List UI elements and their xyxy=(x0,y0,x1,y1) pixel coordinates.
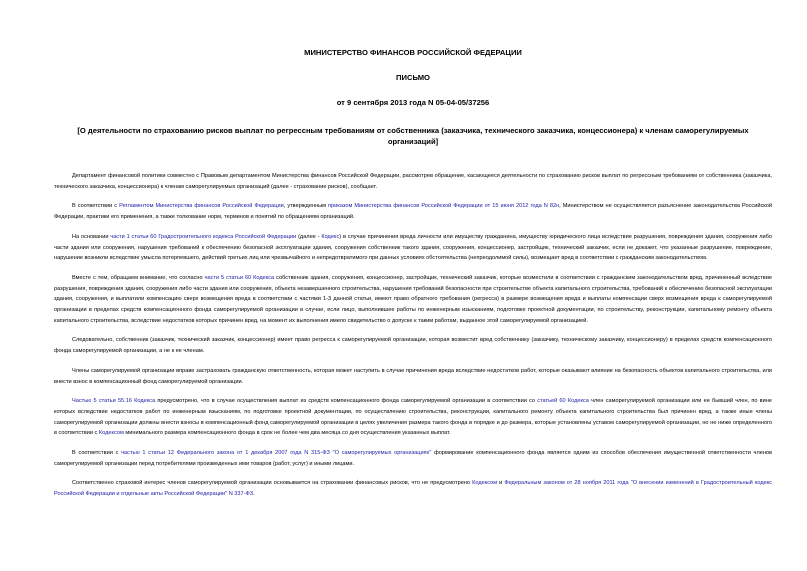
paragraph-conclusion xyxy=(54,478,772,499)
document-page xyxy=(54,0,772,500)
link-article-60-part-5[interactable]: части 5 статьи 60 Кодекса xyxy=(204,274,275,281)
document-date-number: от 9 сентября 2013 года N 05-04-05/37256 xyxy=(336,98,490,107)
ministry-heading: МИНИСТЕРСТВО ФИНАНСОВ РОССИЙСКОЙ ФЕДЕРАЦИИ xyxy=(304,48,522,57)
paragraph-regress xyxy=(54,273,772,327)
text-span: В соответствии с xyxy=(72,450,122,457)
document-type: ПИСЬМО xyxy=(396,73,430,82)
paragraph-members-insurance: Члены саморегулируемой организации вправе застраховать гражданскую ответственность, которая может наступить в случае причинения вреда вследствие недостатков работ, которые оказывают влияние на безопасность объектов капитального строительства, или внести взнос в компенсационный фонд саморегулируемой организации. xyxy=(54,367,772,385)
text-span: формирование компенсационного фонда является одним из способов обеспечения имущественной ответственности членов саморегулируемой организации перед потребителями произведенных ими товаров (работ, услуг) и иными лицами. xyxy=(54,450,773,467)
paragraph-article-60 xyxy=(54,232,772,264)
link-article-60-part-1[interactable]: части 1 статьи 60 Градостроительного кодекса Российской Федерации xyxy=(110,233,297,240)
text-span: ) в случае причинения вреда личности или имуществу гражданина, имуществу юридического лица вследствие разрушения, повреждения здания, сооружения либо части здания или сооружения, нарушения требований к обеспечению безопасной эксплуатации здания, сооружения собственник такого здания, сооружения, концессионер, застройщик, технический заказчик, если не докажет, что указанные разрушение, повреждение, нарушение возникли вследствие умысла потерпевшего, действий третьих лиц или чрезвычайного и непредотвратимого при данных условиях обстоятельства (непреодолимой силы), возмещает вред в соответствии с гражданским законодательством. xyxy=(54,233,772,262)
document-subject: [О деятельности по страхованию рисков выплат по регрессным требованиям от собственника (заказчика, технического заказчика, концессионера) к членам саморегулируемых организаций] xyxy=(77,126,749,146)
link-reglament[interactable]: Регламентом Министерства финансов Российской Федерации xyxy=(119,203,284,210)
text-span: Вместе с тем, обращаем внимание, что согласно xyxy=(72,274,205,281)
text-span: На основании xyxy=(72,233,111,240)
link-article-55-16[interactable]: Частью 5 статьи 55.16 Кодекса xyxy=(72,398,156,405)
paragraph-article-55-16 xyxy=(54,396,772,439)
link-kodeks-3[interactable]: Кодексом xyxy=(472,480,498,487)
text-span: (далее - xyxy=(296,233,322,240)
text-span: собственник здания, сооружения, концессионер, застройщик, технический заказчик, которые возместили в соответствии с гражданским законодательством вред, причиненный вследствие разрушения, повреждения здания, сооружения либо части здания или сооружения, объекта незавершенного строительства, нарушения требований безопасности при строительстве объекта капитального строительства, требований к обеспечению безопасной эксплуатации здания, сооружения, и выплатили компенсацию сверх возмещения вреда в соответствии с частями 1-3 данной статьи, имеют право обратного требования (регресса) в размере возмещения вреда и выплаты компенсации сверх возмещения вреда к саморегулируемой организации в пределах средств компенсационного фонда саморегулируемой организации в случае, если лицо, выполнившее работы по инженерным изысканиям, подготовке проектной документации, по строительству, реконструкции, капитальному ремонту объекта капитального строительства, вследствие недостатков которых причинен вред, на момент их выполнения имело свидетельство о допуске к таким работам, выданное этой саморегулируемой организацией. xyxy=(54,274,773,324)
text-span: минимального размера компенсационного фонда в срок не более чем два месяца со дня осуществления указанных выплат. xyxy=(123,430,451,437)
text-span: , Министерством не осуществляется разъяснение законодательства Российской Федерации, практики его применения, а также толкование норм, терминов и понятий по обращениям организаций. xyxy=(54,203,772,221)
paragraph-regulation xyxy=(54,201,772,222)
text-span: , утвержденным xyxy=(283,203,329,210)
link-315-fz[interactable]: частью 1 статьи 12 Федерального закона от 1 декабря 2007 года N 315-ФЗ "О саморегулируемых организациях" xyxy=(121,450,432,457)
link-kodeks[interactable]: Кодекс xyxy=(321,233,340,240)
text-span: член саморегулируемой организации или ее бывший член, по вине которых вследствие недостатков работ по инженерным изысканиям, по подготовке проектной документации, по осуществлению строительства, реконструкции, капитального ремонту объекта капитального строительства был причинен вред, а также иные члены саморегулируемой организации должны внести взносы в компенсационный фонд саморегулируемой организации в целях увеличения размера такого фонда в порядке и до размера, которые установлены уставом саморегулируемой организации, но не ниже определенного в соответствии с xyxy=(54,398,772,437)
text-span: . xyxy=(253,491,255,498)
text-span: предусмотрено, что в случае осуществления выплат из средств компенсационного фонда саморегулируемой организации в соответствии со xyxy=(155,398,538,405)
text-span: Соответственно страховой интерес членов саморегулируемой организации основывается на страховании финансовых рисков, что не предусмотрено xyxy=(72,480,473,487)
link-order-82n[interactable]: приказом Министерства финансов Российской Федерации от 15 июня 2012 года N 82н xyxy=(328,203,560,210)
paragraph-315-fz xyxy=(54,448,772,469)
link-kodeks-2[interactable]: Кодексом xyxy=(98,430,124,437)
text-span: и xyxy=(497,480,505,487)
link-337-fz[interactable]: Федеральным законом от 28 ноября 2011 года "О внесении изменений в Градостроительный кодекс Российской Федерации и отдельные акты Российской Федерации" N 337-ФЗ xyxy=(54,480,772,498)
text-span: В соответствии с xyxy=(72,203,120,210)
paragraph-intro: Департамент финансовой политики совместно с Правовым департаментом Министерства финансов Российской Федерации, рассмотрев обращение, касающееся деятельности по страхованию рисков выплат по регрессным требованиям от собственника (заказчика, технического заказчика, концессионера) к членам саморегулируемых организаций (далее - страхование рисков), сообщает. xyxy=(54,173,772,190)
link-article-60[interactable]: статьей 60 Кодекса xyxy=(537,398,589,405)
paragraph-consequently: Следовательно, собственник (заказчик, технический заказчик, концессионер) имеет право регресса к саморегулируемой организации, которая возместит вред собственнику (заказчику, техническому заказчику, концессионеру) в пределах средств компенсационного фонда саморегулируемой организации, а не к ее членам. xyxy=(54,337,772,355)
